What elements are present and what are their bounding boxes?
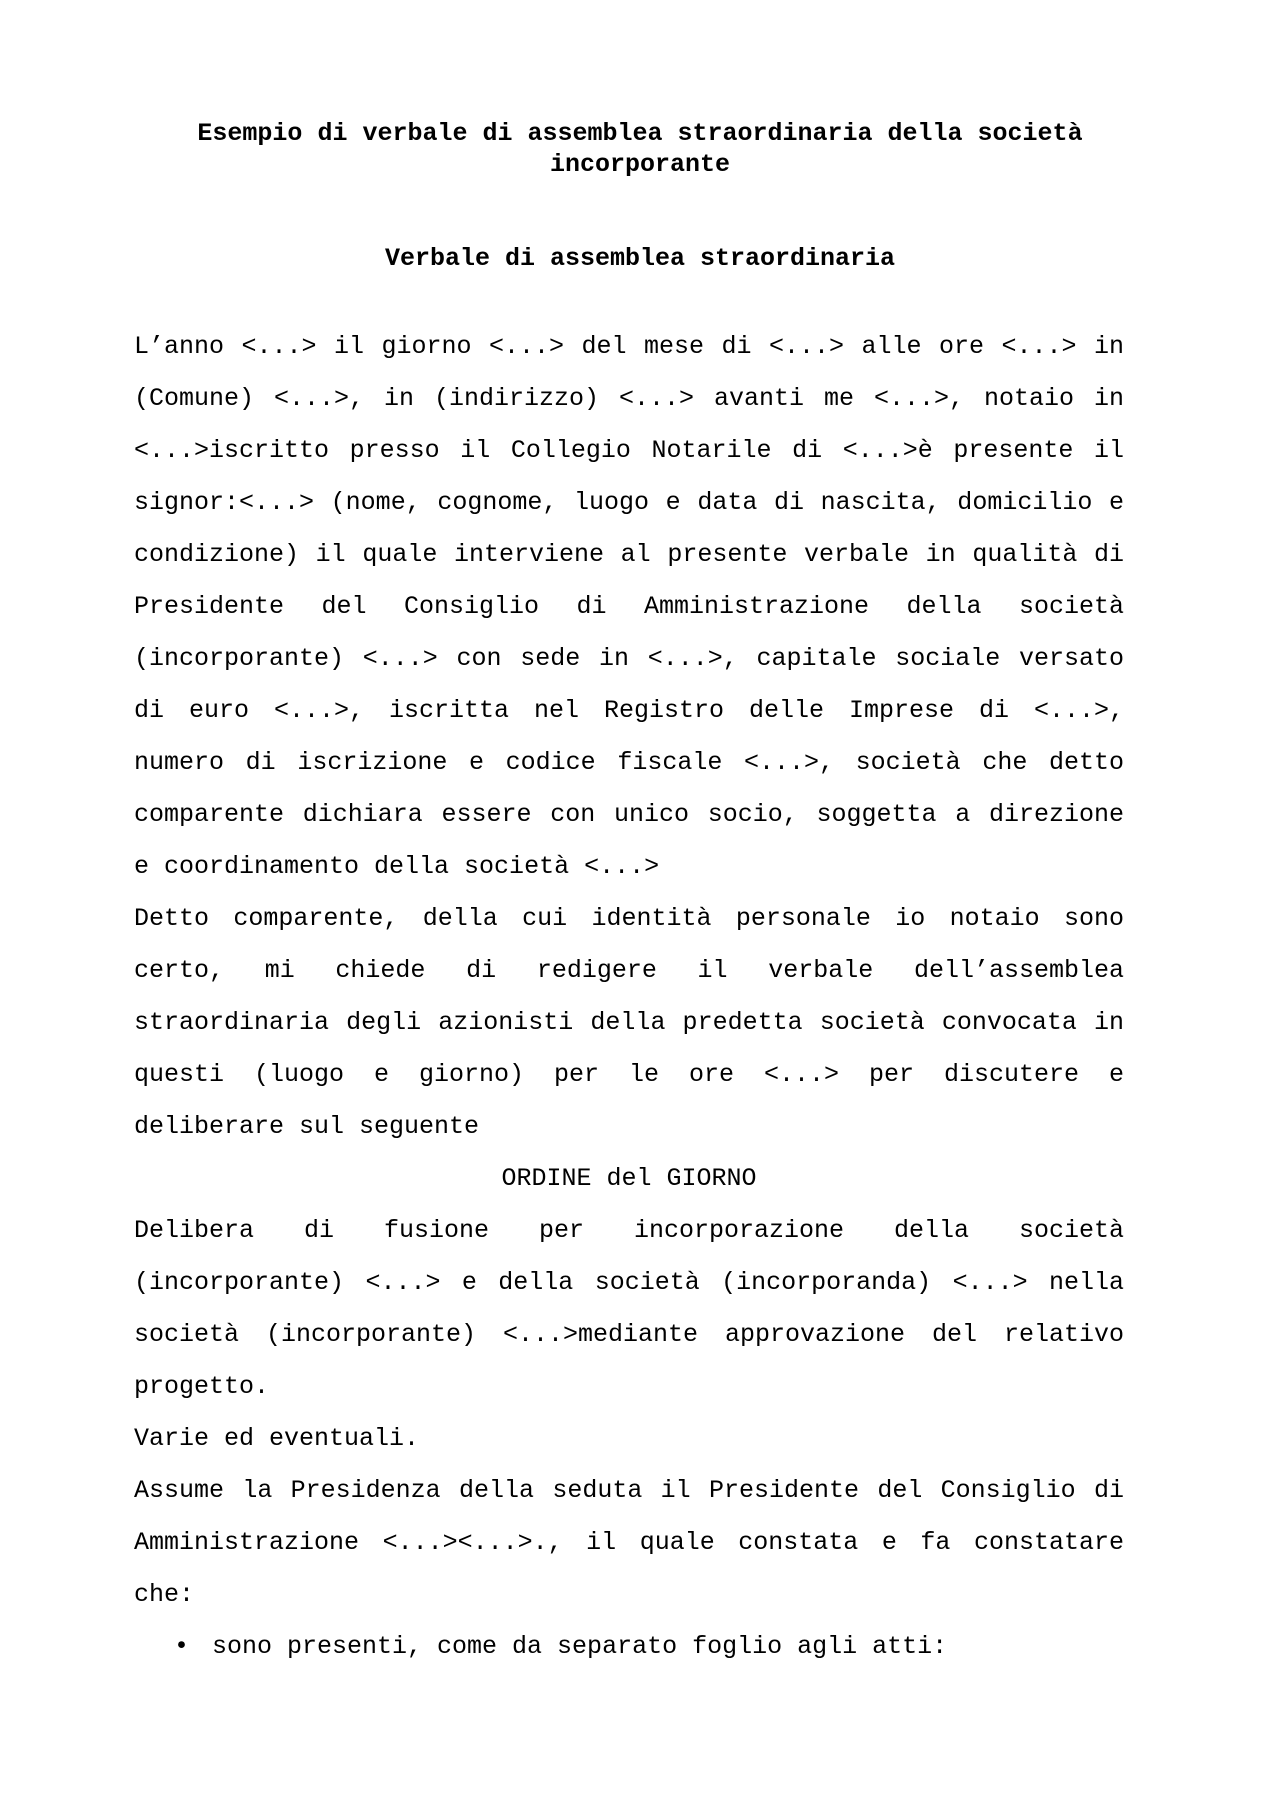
list-item <box>134 1621 1124 1673</box>
document-title: Esempio di verbale di assemblea straordinaria della società incorporante <box>197 119 1083 179</box>
paragraph-request: Detto comparente, della cui identità personale io notaio sono certo, mi chiede di redigere il verbale dell’assemblea straordinaria degli azionisti della predetta società convocata in questi (luogo e giorno) per le ore <...> per discutere e deliberare sul seguente <box>134 904 1124 1141</box>
paragraph-opening: L’anno <...> il giorno <...> del mese di <...> alle ore <...> in (Comune) <...>, in (indirizzo) <...> avanti me <...>, notaio in <...>iscritto presso il Collegio Notarile di <...>è presente il signor:<...> (nome, cognome, luogo e data di nascita, domicilio e condizione) il quale interviene al presente verbale in qualità di Presidente del Consiglio di Amministrazione della società (incorporante) <...> con sede in <...>, capitale sociale versato di euro <...>, iscritta nel Registro delle Imprese di <...>, numero di iscrizione e codice fiscale <...>, società che detto comparente dichiara essere con unico socio, soggetta a direzione e coordinamento della società <...> <box>134 332 1124 881</box>
agenda-heading: ORDINE del GIORNO <box>501 1164 757 1193</box>
agenda-item-misc: Varie ed eventuali. <box>134 1424 420 1453</box>
bullet-text: sono presenti, come da separato foglio agli atti: <box>212 1632 948 1661</box>
document-body <box>134 321 1124 1673</box>
bullet-list <box>134 1621 1124 1673</box>
agenda-item-merger: Delibera di fusione per incorporazione della società (incorporante) <...> e della società (incorporanda) <...> nella società (incorporante) <...>mediante approvazione del relativo progetto. <box>134 1216 1124 1401</box>
paragraph-presidency: Assume la Presidenza della seduta il Presidente del Consiglio di Amministrazione <...><...>., il quale constata e fa constatare che: <box>134 1476 1124 1609</box>
document-subtitle: Verbale di assemblea straordinaria <box>384 244 896 273</box>
bullet-icon: • <box>174 1632 190 1661</box>
